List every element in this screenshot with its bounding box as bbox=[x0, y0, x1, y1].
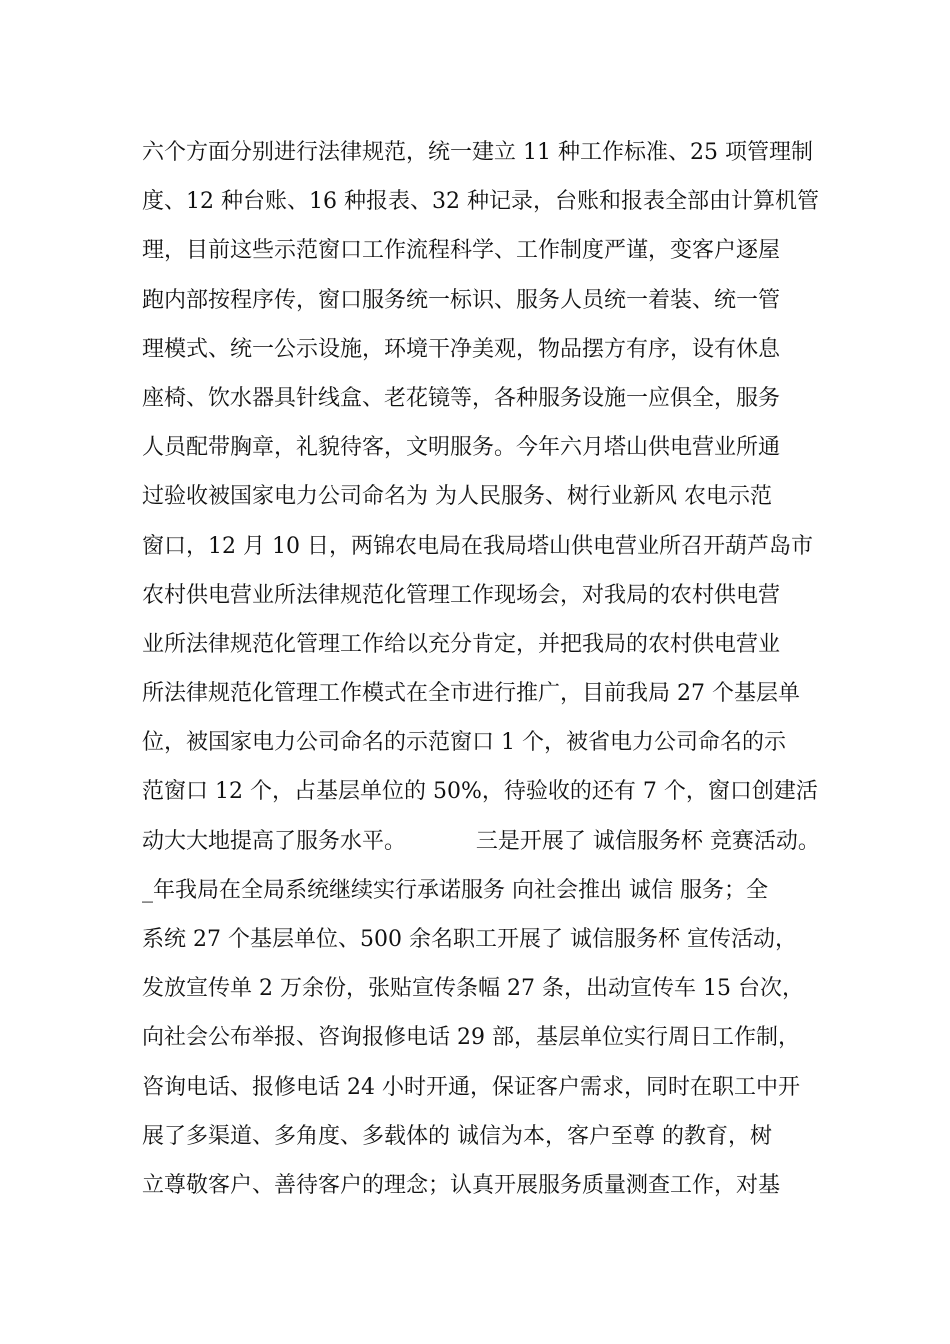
text-line: 展了多渠道、多角度、多载体的 诚信为本，客户至尊 的教育，树 bbox=[142, 1123, 772, 1149]
text-line: 范窗口 12 个，占基层单位的 50%，待验收的还有 7 个，窗口创建活 bbox=[142, 779, 818, 805]
text-line: 咨询电话、报修电话 24 小时开通，保证客户需求，同时在职工中开 bbox=[142, 1074, 800, 1100]
text-line: 位，被国家电力公司命名的示范窗口 1 个，被省电力公司命名的示 bbox=[142, 730, 786, 756]
text-line: _年我局在全局系统继续实行承诺服务 向社会推出 诚信 服务；全 bbox=[142, 877, 768, 903]
text-line: 跑内部按程序传，窗口服务统一标识、服务人员统一着装、统一管 bbox=[142, 287, 781, 313]
text-line: 所法律规范化管理工作模式在全市进行推广，目前我局 27 个基层单 bbox=[142, 681, 800, 707]
text-line: 农村供电营业所法律规范化管理工作现场会，对我局的农村供电营 bbox=[142, 582, 781, 608]
text-line: 六个方面分别进行法律规范，统一建立 11 种工作标准、25 项管理制 bbox=[142, 140, 813, 165]
body-text bbox=[142, 128, 842, 1210]
text-line: 立尊敬客户、善待客户的理念；认真开展服务质量测查工作，对基 bbox=[142, 1172, 781, 1198]
text-line: 窗口，12 月 10 日，两锦农电局在我局塔山供电营业所召开葫芦岛市 bbox=[142, 533, 813, 559]
text-line: 向社会公布举报、咨询报修电话 29 部，基层单位实行周日工作制， bbox=[142, 1025, 800, 1051]
text-line: 理模式、统一公示设施，环境干净美观，物品摆方有序，设有休息 bbox=[142, 336, 781, 362]
text-line: 人员配带胸章，礼貌待客，文明服务。今年六月塔山供电营业所通 bbox=[142, 435, 781, 461]
text-line: 动大大地提高了服务水平。 三是开展了 诚信服务杯 竞赛活动。 bbox=[142, 828, 820, 854]
text-line: 发放宣传单 2 万余份，张贴宣传条幅 27 条，出动宣传车 15 台次， bbox=[142, 976, 804, 1002]
text-line: 度、12 种台账、16 种报表、32 种记录，台账和报表全部由计算机管 bbox=[142, 189, 819, 215]
text-line: 座椅、饮水器具针线盒、老花镜等，各种服务设施一应俱全，服务 bbox=[142, 385, 781, 411]
text-line: 过验收被国家电力公司命名为 为人民服务、树行业新风 农电示范 bbox=[142, 484, 772, 510]
text-line: 系统 27 个基层单位、500 余名职工开展了 诚信服务杯 宣传活动， bbox=[142, 927, 797, 952]
text-line: 业所法律规范化管理工作给以充分肯定，并把我局的农村供电营业 bbox=[142, 631, 781, 657]
text-line: 理，目前这些示范窗口工作流程科学、工作制度严谨，变客户逐屋 bbox=[142, 238, 781, 264]
